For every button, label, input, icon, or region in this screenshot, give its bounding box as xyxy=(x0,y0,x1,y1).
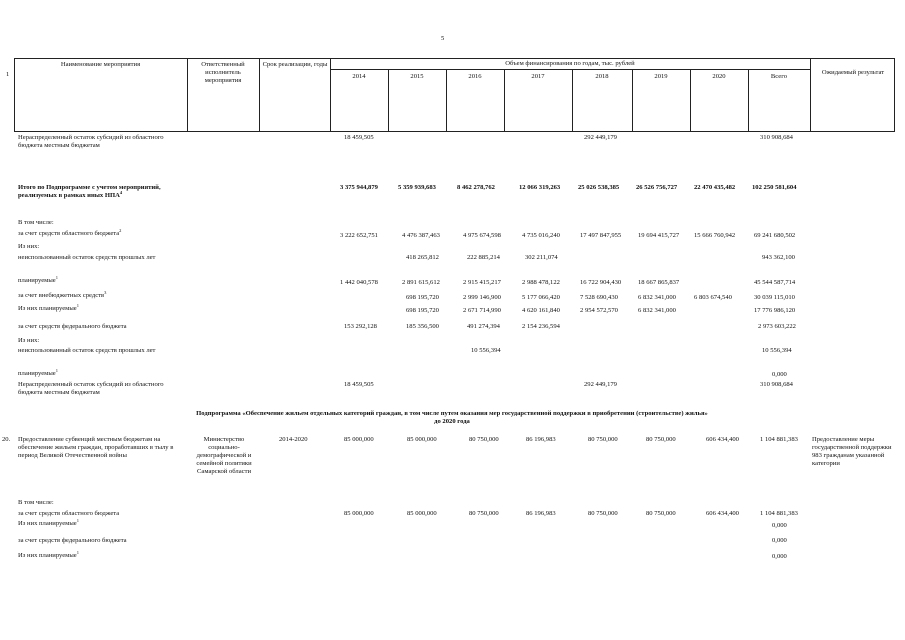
header-col-line-3 xyxy=(330,58,331,131)
header-bottom-line xyxy=(14,131,895,132)
planned-2019: 18 667 865,837 xyxy=(638,279,680,286)
extrabudget-2017: 5 177 066,420 xyxy=(522,294,560,301)
total-value-2017: 12 066 319,263 xyxy=(519,184,561,191)
extra-planned-label: Из них планируемые$^1$ xyxy=(18,302,79,312)
unused-regional-total: 943 362,100 xyxy=(762,254,795,261)
item20-regional-total: 1 104 881,383 xyxy=(760,510,798,517)
unused-regional-2017: 302 211,074 xyxy=(525,254,558,261)
total-label: Итого по Подпрограмме с учетом мероприятий, реализуемых в рамках иных НПА$^4$ xyxy=(18,184,161,199)
undistributed-2014: 18 459,505 xyxy=(344,381,374,388)
item20-regional-2018: 80 750,000 xyxy=(588,510,618,517)
in-that-number: В том числе: xyxy=(18,219,54,226)
header-year-2020: 2020 xyxy=(712,73,726,80)
undistributed-label: Нераспределенный остаток субсидий из областного бюджета местным бюджетам xyxy=(18,381,164,396)
item20-regional-2019: 80 750,000 xyxy=(646,510,676,517)
header-year-total: Всего xyxy=(770,73,788,80)
unused-regional-2015: 418 265,812 xyxy=(406,254,439,261)
item20-2016: 80 750,000 xyxy=(469,436,499,443)
extra-planned-2016: 2 671 714,990 xyxy=(463,307,501,314)
header-executor: Ответственный исполнитель мероприятия xyxy=(201,61,245,84)
header-result: Ожидаемый результат xyxy=(821,69,885,76)
of-them: Из них: xyxy=(18,243,40,250)
regional-2019: 19 694 415,727 xyxy=(638,232,680,239)
extrabudget-2018: 7 528 690,430 xyxy=(580,294,618,301)
header-col-line-11 xyxy=(810,58,811,131)
item20-federal-label: за счет средств федерального бюджета xyxy=(18,537,127,544)
total-value-2014: 3 375 944,879 xyxy=(340,184,378,191)
item20-planned-total: 0,000 xyxy=(772,522,787,529)
extrabudget-label: за счет внебюджетных средств$^3$ xyxy=(18,289,107,299)
extra-planned-2015: 698 195,720 xyxy=(406,307,439,314)
item20-2015: 85 000,000 xyxy=(407,436,437,443)
item20-2019: 80 750,000 xyxy=(646,436,676,443)
header-col-line-1 xyxy=(187,58,188,131)
of-them-2: Из них: xyxy=(18,337,40,344)
regional-2020: 15 666 760,942 xyxy=(694,232,736,239)
item20-regional-2017: 86 196,983 xyxy=(526,510,556,517)
unused-regional-label: неиспользованный остаток средств прошлых лет xyxy=(18,254,156,261)
header-year-2016: 2016 xyxy=(468,73,482,80)
planned-2018: 16 722 904,430 xyxy=(580,279,622,286)
federal-2015: 185 356,500 xyxy=(406,323,439,330)
header-sub-line xyxy=(330,69,810,70)
item20-regional-2014: 85 000,000 xyxy=(344,510,374,517)
extrabudget-2016: 2 999 146,900 xyxy=(463,294,501,301)
top-label: Нераспределенный остаток субсидий из областного бюджета местным бюджетам xyxy=(18,134,164,149)
planned-2017: 2 988 478,122 xyxy=(522,279,560,286)
planned2-label: планируемые$^1$ xyxy=(18,367,58,377)
header-top-line xyxy=(14,58,895,59)
regional-label: за счет средств областного бюджета$^2$ xyxy=(18,227,122,237)
total-value-2016: 8 462 278,762 xyxy=(457,184,495,191)
total-value-total: 102 250 581,604 xyxy=(752,184,797,191)
planned-2015: 2 891 615,612 xyxy=(402,279,440,286)
item20-fed-planned-label: Из них планируемые$^1$ xyxy=(18,549,79,559)
total-value-2019: 26 526 756,727 xyxy=(636,184,678,191)
regional-2015: 4 476 387,463 xyxy=(402,232,440,239)
item20-num: 20. xyxy=(2,436,11,443)
header-period: Срок реализации, годы xyxy=(262,61,328,68)
header-year-2015: 2015 xyxy=(410,73,424,80)
total-value-2020: 22 470 435,482 xyxy=(694,184,736,191)
planned-total: 45 544 587,714 xyxy=(754,279,796,286)
item20-total: 1 104 881,383 xyxy=(760,436,798,443)
page-number: 5 xyxy=(441,35,445,42)
top-value-2014: 18 459,505 xyxy=(344,134,374,141)
item20-result: Предоставление меры государственной поддержки 983 гражданам указанной категории xyxy=(812,436,892,467)
item20-2020: 606 434,400 xyxy=(706,436,739,443)
extrabudget-2019: 6 832 341,000 xyxy=(638,294,676,301)
unused-regional-2016: 222 885,214 xyxy=(467,254,500,261)
item20-in-that-number: В том числе: xyxy=(18,499,54,506)
regional-2014: 3 222 652,751 xyxy=(340,232,378,239)
header-year-2019: 2019 xyxy=(654,73,668,80)
extra-planned-total: 17 776 986,120 xyxy=(754,307,796,314)
item20-regional-label: за счет средств областного бюджета xyxy=(18,510,120,517)
item20-period: 2014-2020 xyxy=(279,436,308,443)
unused-federal-total: 10 556,394 xyxy=(762,347,792,354)
subprogram-title: Подпрограмма «Обеспечение жильем отдельных категорий граждан, в том числе путем оказания мер государственной поддержки в приобретении (строительстве) жилья» до 2020 года xyxy=(196,410,708,425)
regional-2016: 4 975 674,598 xyxy=(463,232,501,239)
item20-2018: 80 750,000 xyxy=(588,436,618,443)
regional-total: 69 241 680,502 xyxy=(754,232,796,239)
header-event: Наименование мероприятия xyxy=(60,61,141,68)
total-value-2015: 5 359 939,683 xyxy=(398,184,436,191)
federal-2014: 153 292,128 xyxy=(344,323,377,330)
planned-2016: 2 915 415,217 xyxy=(463,279,501,286)
item20-regional-2016: 80 750,000 xyxy=(469,510,499,517)
federal-total: 2 973 603,222 xyxy=(758,323,796,330)
regional-2018: 17 497 847,955 xyxy=(580,232,622,239)
top-value-total: 310 908,684 xyxy=(760,134,793,141)
item20-regional-2015: 85 000,000 xyxy=(407,510,437,517)
header-funding: Объем финансирования по годам, тыс. рублей xyxy=(505,60,635,67)
item20-2017: 86 196,983 xyxy=(526,436,556,443)
federal-2017: 2 154 236,594 xyxy=(522,323,560,330)
top-value-2018: 292 449,179 xyxy=(584,134,617,141)
header-year-2018: 2018 xyxy=(595,73,609,80)
item20-2014: 85 000,000 xyxy=(344,436,374,443)
extra-planned-2018: 2 954 572,570 xyxy=(580,307,618,314)
undistributed-2018: 292 449,179 xyxy=(584,381,617,388)
planned2-total: 0,000 xyxy=(772,371,787,378)
unused-federal-2016: 10 556,394 xyxy=(471,347,501,354)
row-marker: 1 xyxy=(6,71,10,78)
item20-executor: Министерство социально-демографической и семейной политики Самарской области xyxy=(196,436,252,475)
header-year-2017: 2017 xyxy=(531,73,545,80)
unused-federal-label: неиспользованный остаток средств прошлых лет xyxy=(18,347,156,354)
regional-2017: 4 735 016,240 xyxy=(522,232,560,239)
extrabudget-2020: 6 803 674,540 xyxy=(694,294,732,301)
federal-2016: 491 274,394 xyxy=(467,323,500,330)
item20-planned-label: Из них планируемые$^1$ xyxy=(18,517,79,527)
extra-planned-2019: 6 832 341,000 xyxy=(638,307,676,314)
item20-label: Предоставление субвенций местным бюджетам на обеспечение жильем граждан, проработавших в тылу в период Великой Отечественной войны xyxy=(18,436,174,459)
planned-label: планируемые$^1$ xyxy=(18,274,58,284)
extrabudget-2015: 698 195,720 xyxy=(406,294,439,301)
extrabudget-total: 30 039 115,010 xyxy=(754,294,795,301)
header-year-2014: 2014 xyxy=(352,73,366,80)
header-col-line-2 xyxy=(259,58,260,131)
extra-planned-2017: 4 620 161,840 xyxy=(522,307,560,314)
federal-label: за счет средств федерального бюджета xyxy=(18,323,127,330)
header-col-line-12 xyxy=(894,58,895,131)
planned-2014: 1 442 040,578 xyxy=(340,279,378,286)
undistributed-total: 310 908,684 xyxy=(760,381,793,388)
item20-fed-planned-total: 0,000 xyxy=(772,553,787,560)
item20-regional-2020: 606 434,400 xyxy=(706,510,739,517)
total-value-2018: 25 026 538,385 xyxy=(578,184,620,191)
item20-federal-total: 0,000 xyxy=(772,537,787,544)
